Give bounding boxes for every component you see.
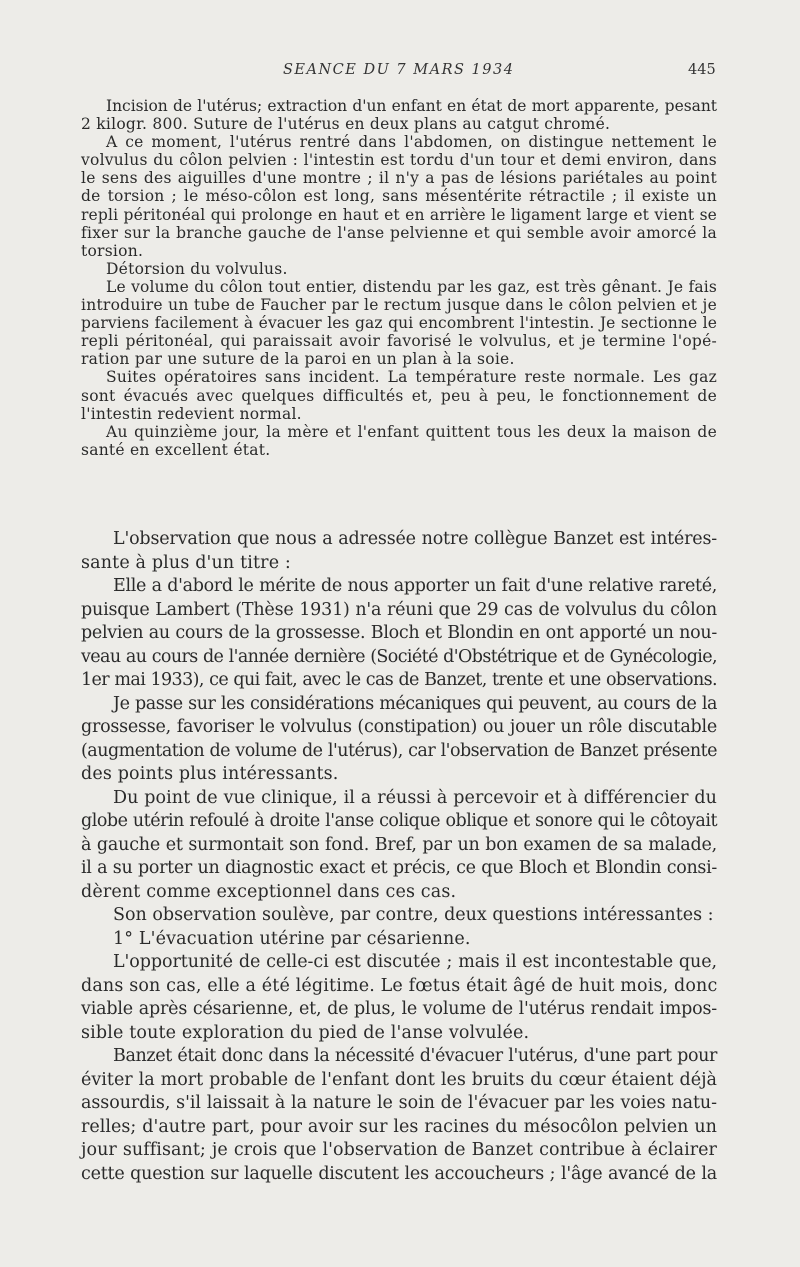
text-line: introduire un tube de Faucher par le rectum jusque dans le côlon pelvien et je [81,296,717,315]
text-line: l'intestin redevient normal. [81,404,302,423]
text-line: Le volume du côlon tout entier, distendu par les gaz, est très gênant. Je fais [106,277,717,296]
text-line: 1° L'évacuation utérine par césarienne. [113,928,471,949]
text-line: dans son cas, elle a été légitime. Le fœtus était âgé de huit mois, donc [81,975,718,996]
text-line: sont évacués avec quelques difficultés et, peu à peu, le fonctionnement de [81,386,717,405]
text-line: relles; d'autre part, pour avoir sur les racines du mésocôlon pelvien un [81,1116,717,1137]
text-line: globe utérin refoulé à droite l'anse colique oblique et sonore qui le côtoyait [81,811,717,831]
text-line: Banzet était donc dans la nécessité d'évacuer l'utérus, d'une part pour [113,1046,717,1066]
text-line: éviter la mort probable de l'enfant dont les bruits du cœur étaient déjà [81,1069,717,1090]
text-line: jour suffisant; je crois que l'observation de Banzet contribue à éclairer [81,1140,717,1160]
text-line: (augmentation de volume de l'utérus), car l'observation de Banzet présente [81,740,717,761]
text-line: repli péritonéal, qui paraissait avoir favorisé le volvulus, et je termine l'opé- [81,332,717,351]
text-line: A ce moment, l'utérus rentré dans l'abdomen, on distingue nettement le [106,133,717,152]
text-line: à gauche et surmontait son fond. Bref, par un bon examen de sa malade, [81,834,717,855]
text-line: volvulus du côlon pelvien : l'intestin est tordu d'un tour et demi environ, dans [81,151,717,170]
text-line: L'opportunité de celle-ci est discutée ; mais il est incontestable que, [113,952,717,972]
text-line: sible toute exploration du pied de l'anse volvulée. [81,1022,530,1043]
text-line: de torsion ; le méso-côlon est long, sans mésentérite rétractile ; il existe un [81,187,717,206]
text-line: L'observation que nous a adressée notre collègue Banzet est intéres- [113,529,717,549]
text-line: des points plus intéressants. [81,764,339,784]
text-line: le sens des aiguilles d'une montre ; il n'y a pas de lésions pariétales au point [81,169,717,188]
text-line: repli péritonéal qui prolonge en haut et en arrière le ligament large et vient se [81,205,717,224]
text-line: pelvien au cours de la grossesse. Bloch et Blondin en ont apporté un nou- [81,623,717,643]
text-line: veau au cours de l'année dernière (Société d'Obstétrique et de Gynécologie, [81,646,717,667]
text-line: 1er mai 1933), ce qui fait, avec le cas de Banzet, trente et une observations. [81,670,717,690]
text-line: grossesse, favoriser le volvulus (constipation) ou jouer un rôle discutable [81,717,717,737]
running-title: SEANCE DU 7 MARS 1934 [283,62,515,78]
text-line: Détorsion du volvulus. [106,259,288,278]
text-line: Elle a d'abord le mérite de nous apporter un fait d'une relative rareté, [113,576,717,596]
text-line: assourdis, s'il laissait à la nature le soin de l'évacuer par les voies natu- [81,1093,717,1113]
text-line: 2 kilogr. 800. Suture de l'utérus en deux plans au catgut chromé. [81,115,611,134]
running-header [0,62,800,82]
text-line: santé en excellent état. [81,440,271,459]
text-line: ration par une suture de la paroi en un plan à la soie. [81,350,515,369]
text-line: Du point de vue clinique, il a réussi à percevoir et à différencier du [113,787,717,808]
text-line: il a su porter un diagnostic exact et précis, ce que Bloch et Blondin consi- [81,858,717,878]
text-line: Suites opératoires sans incident. La température reste normale. Les gaz [106,368,717,387]
text-line: cette question sur laquelle discutent les accoucheurs ; l'âge avancé de la [81,1163,717,1184]
text-line: sante à plus d'un titre : [81,552,291,573]
text-line: Incision de l'utérus; extraction d'un enfant en état de mort apparente, pesant [106,97,717,115]
text-line: parviens facilement à évacuer les gaz qui encombrent l'intestin. Je sectionne le [81,314,717,333]
page-number: 445 [688,62,716,78]
text-line: Son observation soulève, par contre, deux questions intéressantes : [113,905,714,925]
text-line: dèrent comme exceptionnel dans ces cas. [81,881,457,902]
text-line: viable après césarienne, et, de plus, le volume de l'utérus rendait impos- [81,999,717,1019]
text-line: Au quinzième jour, la mère et l'enfant quittent tous les deux la maison de [106,422,717,441]
text-line: Je passe sur les considérations mécaniques qui peuvent, au cours de la [113,693,717,714]
text-line: fixer sur la branche gauche de l'anse pelvienne et qui semble avoir amorcé la [81,223,717,242]
commentary-text [81,528,717,1186]
text-line: torsion. [81,241,144,260]
case-report-text [81,97,717,459]
text-line: puisque Lambert (Thèse 1931) n'a réuni que 29 cas de volvulus du côlon [81,599,717,620]
